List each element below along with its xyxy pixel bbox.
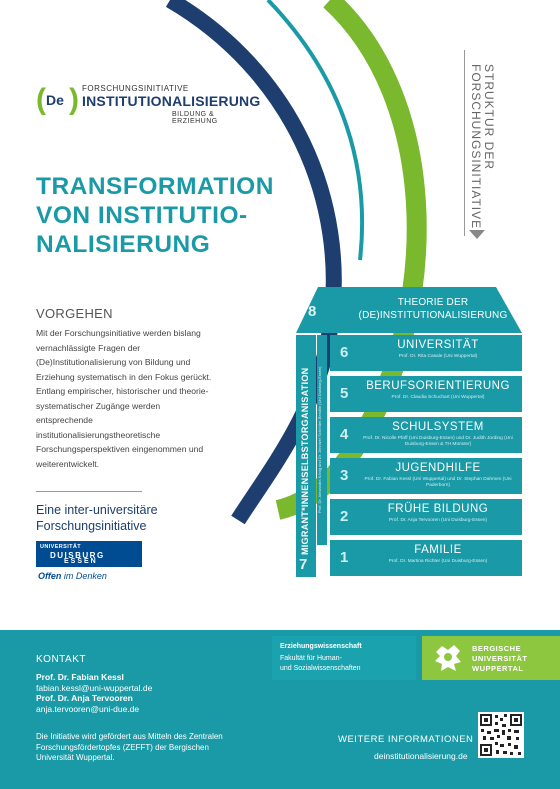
ude-slogan	[38, 571, 107, 581]
ude-slogan-rest: im Denken	[61, 571, 107, 581]
ew-line-2: Fakultät für Human-	[280, 655, 342, 662]
floor-number: 6	[340, 344, 349, 361]
logo-kicker: FORSCHUNGSINITIATIVE	[82, 84, 189, 93]
footer	[0, 630, 560, 789]
vorgehen-text: Mit der Forschungsinitiative werden bislang vernachlässigte Fragen der (De)Institutionalisierung von Bildung und Erziehung systematisch in den Fokus gerückt. Entlang empirischer, historischer und theorie-systematischer Zugänge werden entsprechende institutionalisierungstheoretische Forschungsperspektiven eingenommen und weiterentwickelt.	[36, 328, 212, 469]
triangle-down-icon	[469, 230, 485, 239]
structure-house	[288, 287, 526, 579]
logo-prefix: De	[46, 92, 64, 108]
ew-title: Erziehungswissenschaft	[280, 643, 362, 650]
floor-prof: Prof. Dr. Anja Tervooren (Uni Duisburg-Essen)	[388, 518, 488, 523]
pillar-title: MIGRANT*INNENSELBSTORGANISATION	[300, 367, 310, 555]
roof-label	[288, 287, 526, 333]
logo-main: INSTITUTIONALISIERUNG	[82, 93, 261, 109]
buw-name	[472, 644, 528, 674]
buw-line-1: BERGISCHE	[472, 644, 522, 653]
floor-number: 2	[340, 508, 349, 525]
floor-number: 4	[340, 426, 349, 443]
divider	[36, 491, 142, 492]
weitere-heading: WEITERE INFORMATIONEN	[338, 734, 474, 745]
initiative-logo	[36, 80, 261, 126]
floor-number: 1	[340, 549, 349, 566]
contact-2-mail[interactable]: anja.tervooren@uni-due.de	[36, 703, 140, 714]
kontakt-heading: KONTAKT	[36, 654, 86, 665]
logo-paren-close: )	[69, 83, 79, 116]
ude-line-2: DUISBURG	[50, 551, 105, 560]
floor-4	[330, 417, 522, 453]
floor-prof: Prof. Dr. Rita Casale (Uni Wuppertal)	[398, 354, 478, 359]
pillar-prof-strip	[317, 335, 327, 545]
floor-name: JUGENDHILFE	[395, 462, 481, 474]
floor-name: SCHULSYSTEM	[392, 421, 484, 433]
floor-name: BERUFSORIENTIERUNG	[366, 380, 510, 392]
ude-line-3: ESSEN	[64, 558, 98, 565]
floor-1	[330, 540, 522, 576]
ude-line-1: UNIVERSITÄT	[40, 544, 82, 550]
house-pillar	[296, 335, 316, 577]
contact-1-name: Prof. Dr. Fabian Kessl	[36, 672, 124, 682]
floor-name: FRÜHE BILDUNG	[387, 503, 489, 515]
floor-name: UNIVERSITÄT	[397, 339, 479, 351]
logo-paren-open: (	[36, 83, 46, 116]
floor-6	[330, 335, 522, 371]
pillar-prof: Prof. Dr. Alexandra König und Dr. Jenniver Schröder-Bendlin (Uni Duisburg-Essen)	[317, 366, 322, 514]
pillar-label	[296, 343, 316, 555]
floor-prof: Prof. Dr. Fabian Kessl (Uni Wuppertal) und Dr. Stephan Dahmen (Uni Paderborn)	[364, 477, 512, 488]
buw-logo	[422, 636, 560, 680]
title-line-3: NALISIERUNG	[36, 231, 211, 258]
ew-line-3: und Sozialwissenschaften	[280, 665, 361, 672]
contact-2-name: Prof. Dr. Anja Tervooren	[36, 693, 133, 703]
title-line-2: VON INSTITUTIO-	[36, 202, 248, 229]
buw-line-3: WUPPERTAL	[472, 664, 524, 673]
logo-sub: BILDUNG & ERZIEHUNG	[172, 111, 218, 125]
kontakt-block	[36, 672, 152, 714]
roof-title: THEORIE DER (DE)INSTITUTIONALISIERUNG	[358, 297, 508, 321]
lion-crest-icon	[432, 642, 464, 674]
inter-line-1: Eine inter-universitäre	[36, 503, 158, 517]
floor-prof: Prof. Dr. Claudia Schuchart (Uni Wuppertal)	[391, 395, 485, 400]
roof-number: 8	[308, 303, 317, 320]
floor-name: FAMILIE	[414, 544, 462, 556]
ude-logo	[36, 541, 142, 567]
floor-prof: Prof. Dr. Nicolle Pfaff (Uni Duisburg-Essen) und Dr. Judith Jording (Uni Duisburg-Essen & TH Münster)	[363, 436, 513, 447]
floor-5	[330, 376, 522, 412]
page-title	[36, 172, 336, 259]
floor-2	[330, 499, 522, 535]
buw-line-2: UNIVERSITÄT	[472, 654, 528, 663]
inter-line-2: Forschungsinitiative	[36, 519, 147, 533]
pillar-number: 7	[299, 556, 308, 573]
title-line-1: TRANSFORMATION	[36, 173, 274, 200]
struktur-text: STRUKTUR DER FORSCHUNGSINITIATIVE	[469, 64, 496, 230]
floor-prof: Prof. Dr. Martina Richter (Uni Duisburg-Essen)	[388, 559, 488, 564]
qr-code-icon[interactable]	[478, 712, 524, 758]
inter-university-label	[36, 502, 216, 534]
floor-number: 3	[340, 467, 349, 484]
website-link[interactable]: deinstitutionalisierung.de	[374, 751, 468, 761]
ude-slogan-bold: Offen	[38, 571, 62, 581]
floor-3	[330, 458, 522, 494]
funding-note: Die Initiative wird gefördert aus Mitteln des Zentralen Forschungsfördertopfes (ZEFFT) der Bergischen Universität Wuppertal.	[36, 732, 223, 762]
vorgehen-heading: VORGEHEN	[36, 306, 113, 321]
ew-logo	[272, 636, 416, 680]
struktur-label	[464, 50, 494, 236]
contact-1-mail[interactable]: fabian.kessl@uni-wuppertal.de	[36, 682, 153, 693]
ew-subtitle	[280, 654, 361, 674]
floor-number: 5	[340, 385, 349, 402]
